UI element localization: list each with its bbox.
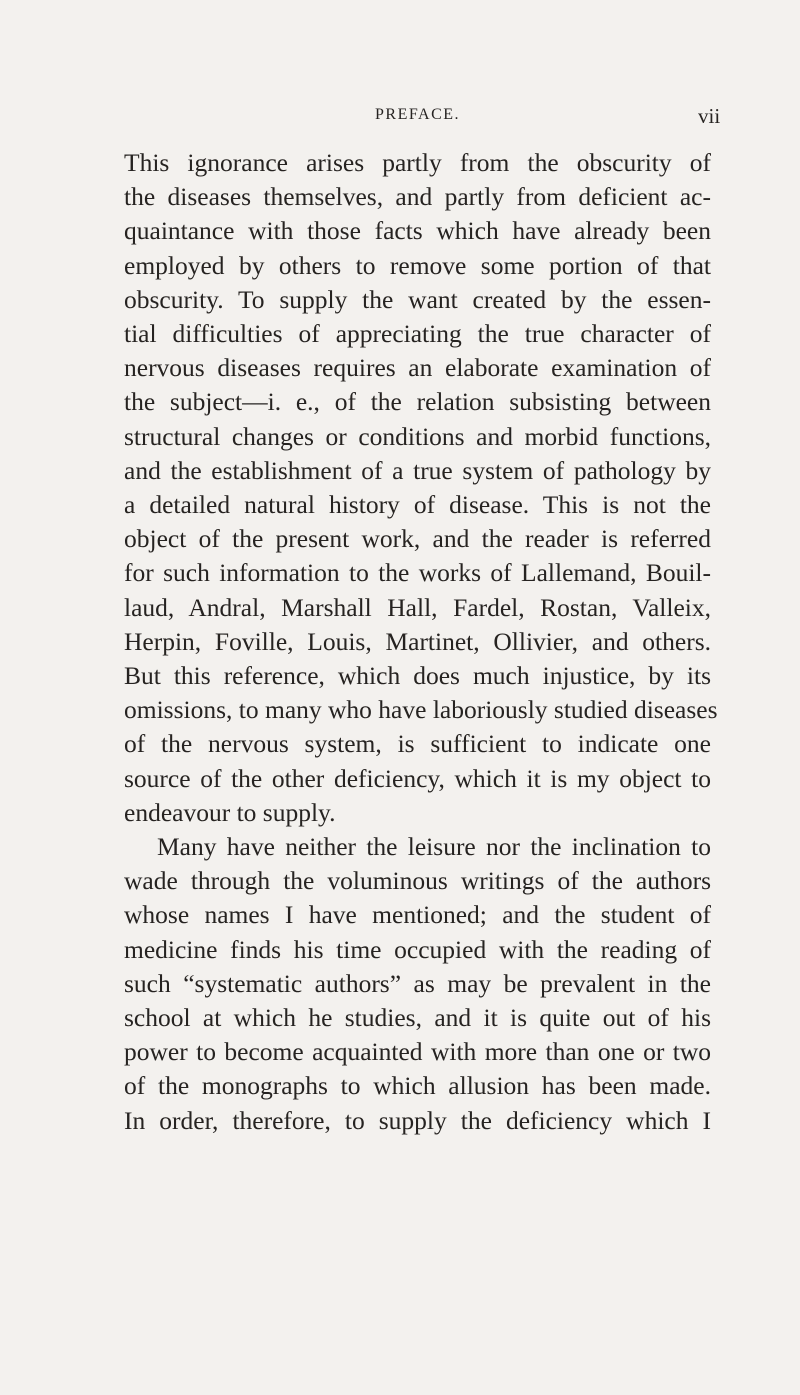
text-line: the diseases themselves, and partly from deficient ac- xyxy=(124,182,711,212)
text-line: nervous diseases requires an elaborate examination of xyxy=(124,353,711,383)
text-line: and the establishment of a true system of pathology by xyxy=(124,455,711,485)
text-line: object of the present work, and the reader is referred xyxy=(124,524,711,554)
text-line: the subject—i. e., of the relation subsisting between xyxy=(124,387,711,417)
text-line: quaintance with those facts which have already been xyxy=(124,216,711,246)
text-line: such “systematic authors” as may be prevalent in the xyxy=(124,968,711,998)
text-line: endeavour to supply. xyxy=(124,797,336,827)
text-line: a detailed natural history of disease. This is not the xyxy=(124,490,711,519)
text-line: obscurity. To supply the want created by the essen- xyxy=(124,284,711,314)
text-line: source of the other deficiency, which it is my object to xyxy=(124,763,711,793)
running-title: PREFACE. xyxy=(375,106,461,123)
text-line: wade through the voluminous writings of the authors xyxy=(124,866,711,896)
text-line: whose names I have mentioned; and the student of xyxy=(124,900,711,930)
text-line: power to become acquainted with more than one or two xyxy=(124,1037,711,1067)
text-line: structural changes or conditions and morbid functions, xyxy=(124,421,711,451)
text-line: of the monographs to which allusion has been made. xyxy=(124,1071,711,1101)
text-line: But this reference, which does much injustice, by its xyxy=(124,661,711,690)
text-line: omissions, to many who have laboriously studied diseases xyxy=(124,695,718,725)
text-line: school at which he studies, and it is quite out of his xyxy=(124,1003,711,1032)
text-line: In order, therefore, to supply the deficiency which I xyxy=(124,1105,711,1135)
text-line: employed by others to remove some portion of that xyxy=(124,250,711,280)
text-line: Many have neither the leisure nor the inclination to xyxy=(157,832,711,861)
text-line: Herpin, Foville, Louis, Martinet, Ollivier, and others. xyxy=(124,626,711,656)
page-header xyxy=(0,106,800,134)
page-number: vii xyxy=(698,104,721,128)
text-line: tial difficulties of appreciating the true character of xyxy=(124,319,711,348)
text-line: for such information to the works of Lallemand, Bouil- xyxy=(124,558,711,588)
text-line: laud, Andral, Marshall Hall, Fardel, Rostan, Valleix, xyxy=(124,592,711,622)
text-line: medicine finds his time occupied with the reading of xyxy=(124,934,711,964)
text-line: of the nervous system, is sufficient to indicate one xyxy=(124,729,711,759)
text-line: This ignorance arises partly from the obscurity of xyxy=(124,148,711,177)
